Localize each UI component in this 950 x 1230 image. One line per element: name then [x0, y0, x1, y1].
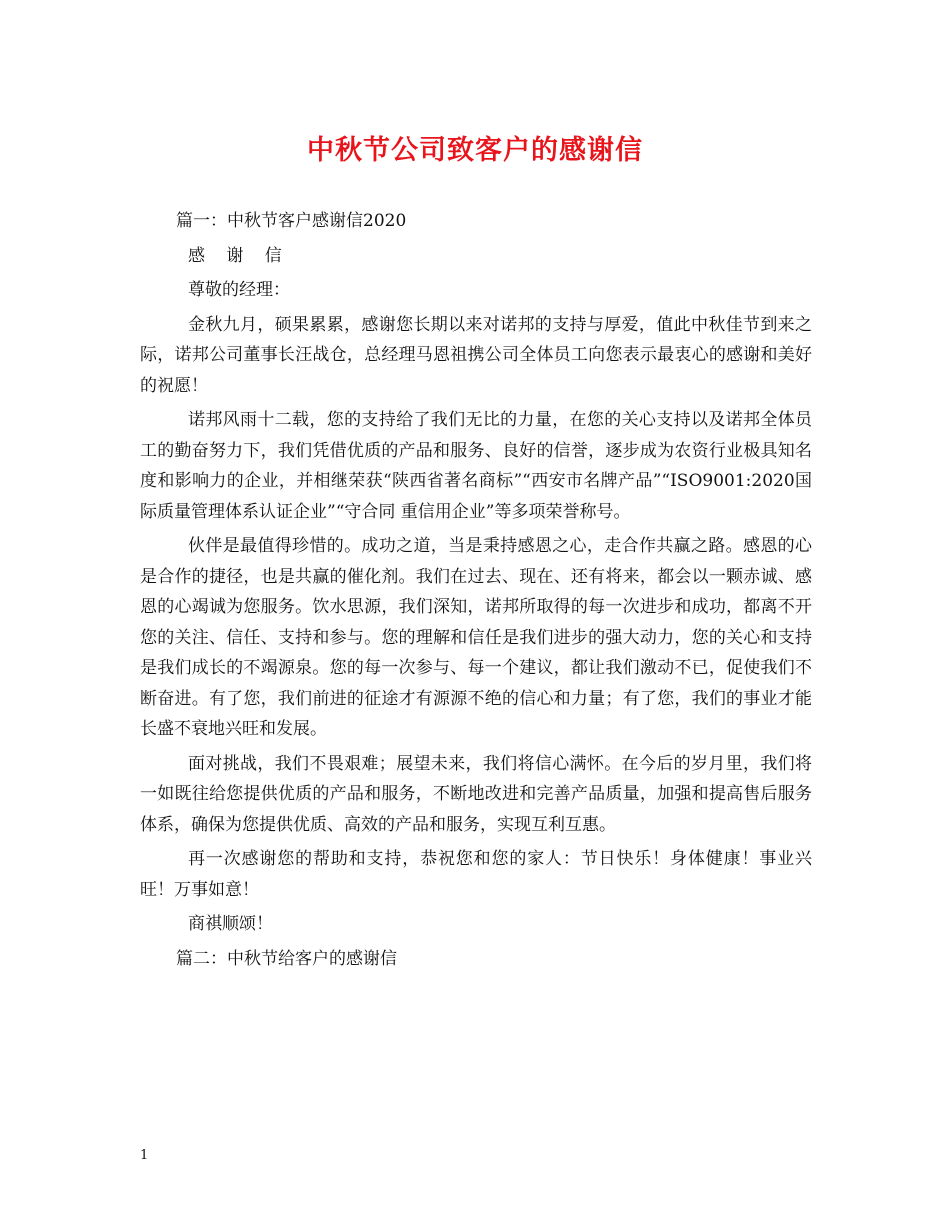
part2-heading: 篇二：中秋节给客户的感谢信	[176, 948, 397, 969]
paragraph: 金秋九月，硕果累累，感谢您长期以来对诺邦的支持与厚爱，值此中秋佳节到来之际，诺邦公司董事长汪战仓，总经理马恩祖携公司全体员工向您表示最衷心的感谢和美好的祝愿！	[140, 314, 812, 396]
document-title: 中秋节公司致客户的感谢信	[307, 135, 643, 166]
paragraph: 伙伴是最值得珍惜的。成功之道，当是秉持感恩之心，走合作共赢之路。感恩的心是合作的捷径，也是共赢的催化剂。我们在过去、现在、还有将来，都会以一颗赤诚、感恩的心竭诚为您服务。饮水思源，我们深知，诺邦所取得的每一次进步和成功，都离不开您的关注、信任、支持和参与。您的理解和信任是我们进步的强大动力，您的关心和支持是我们成长的不竭源泉。您的每一次参与、每一个建议，都让我们激动不已，促使我们不断奋进。有了您，我们前进的征途才有源源不绝的信心和力量；有了您，我们的事业才能长盛不衰地兴旺和发展。	[140, 536, 812, 739]
part1-heading: 篇一：中秋节客户感谢信2020	[176, 211, 407, 231]
paragraph: 诺邦风雨十二载，您的支持给了我们无比的力量，在您的关心支持以及诺邦全体员工的勤奋努力下，我们凭借优质的产品和服务、良好的信誉，逐步成为农资行业极具知名度和影响力的企业，并相继荣获“陕西省著名商标”“西安市名牌产品”“ISO9001:2020国际质量管理体系认证企业”“守合同 重信用企业”等多项荣誉称号。	[140, 410, 812, 522]
paragraph: 再一次感谢您的帮助和支持，恭祝您和您的家人：节日快乐！身体健康！事业兴旺！万事如意！	[140, 849, 812, 900]
paragraph: 面对挑战，我们不畏艰难；展望未来，我们将信心满怀。在今后的岁月里，我们将一如既往给您提供优质的产品和服务，不断地改进和完善产品质量，加强和提高售后服务体系，确保为您提供优质、高效的产品和服务，实现互利互惠。	[140, 753, 812, 835]
closing: 商祺顺颂！	[188, 914, 273, 934]
page-number: 1	[140, 1148, 149, 1163]
document-body	[140, 206, 812, 978]
letter-title: 感 谢 信	[188, 245, 290, 266]
salutation: 尊敬的经理：	[188, 280, 290, 300]
